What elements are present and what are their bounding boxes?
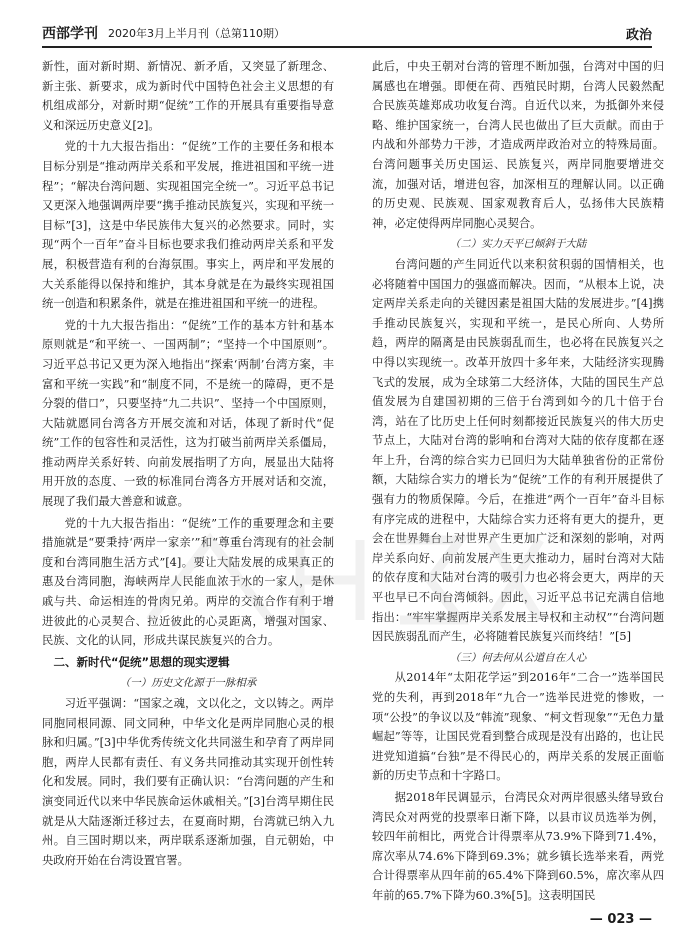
subsection-heading: （二）实力天平已倾斜于大陆 xyxy=(449,238,587,251)
page-number: — 023 — xyxy=(589,912,652,927)
page-header xyxy=(42,20,652,48)
paragraph: 党的十九大报告指出：“促统”工作的主要任务和根本目标分别是“推动两岸关系和平发展，推进祖国和平统一进程”；“解决台湾问题、实现祖国完全统一”。习近平总书记又更深入地强调两岸要“携手推动民族复兴，实现和平统一目标”[3]，这是中华民族伟大复兴的必然要求。同时，实现“两个一百年”奋斗目标也要求我们推动两岸关系和平发展，积极营造有利的台海氛围。事实上，两岸和平发展的大关系能得以保持和维护，其本身就是在为最终实现祖国统一创造和积累条件，就是在推进祖国和平统一的进程。 xyxy=(42,140,334,311)
subsection-heading: （三）何去何从公道自在人心 xyxy=(449,651,587,664)
paragraph: 习近平强调：“国家之魂，文以化之，文以铸之。两岸同胞同根同源、同文同种，中华文化是两岸同胞心灵的根脉和归属。”[3]中华优秀传统文化共同滋生和孕育了两岸同胞，两岸人民都有责任、有义务共同推动其实现开创性转化和发展。同时，我们要有正确认识：“台湾问题的产生和演变同近代以来中华民族命运休戚相关。”[3]台湾早期住民就是从大陆逐渐迁移过去，在夏商时期，台湾就已纳入九州。自三国时期以来，两岸联系逐渐加强，自元朝始，中央政府开始在台湾设置官署。 xyxy=(42,697,334,867)
section-heading: 二、新时代“促统”思想的现实逻辑 xyxy=(53,654,230,669)
section-label: 政治 xyxy=(625,28,652,43)
paragraph: 党的十九大报告指出：“促统”工作的基本方针和基本原则就是“和平统一、一国两制”；“坚持一个中国原则”。习近平总书记又更为深入地指出“探索‘两制’台湾方案，丰富和平统一实践”和“制度不同，不是统一的障碍，更不是分裂的借口”，只要坚持“九二共识”、坚持一个中国原则，大陆就愿同台湾各方开展交流和对话，体现了新时代“促统”工作的包容性和灵活性，这为打破当前两岸关系僵局，推动两岸关系好转、向前发展指明了方向，展显出大陆将用开放的态度、一致的标准同台湾各方开展对话和交流，展现了我们最大善意和诚意。 xyxy=(42,318,334,509)
paragraph: 台湾问题的产生同近代以来积贫积弱的国情相关，也必将随着中国国力的强盛而解决。因而，“从根本上说，决定两岸关系走向的关键因素是祖国大陆的发展进步。”[4]携手推动民族复兴，实现和平统一，是民心所向、人势所趋，两岸的隔离是由民族弱乱而生，也必将在民族复兴之中得以实现统一。改革开放四十多年来，大陆经济实现腾飞式的发展，成为全球第二大经济体，大陆的国民生产总值发展为自建国初期的三倍于台湾到如今的几十倍于台湾，站在了比历史上任何时刻都接近民族复兴的伟大历史节点上，大陆对台湾的影响和台湾对大陆的依存度都在逐年上升，台湾的综合实力已回归为大陆单独省份的正常份额，大陆综合实力的增长为“促统”工作的有利开展提供了强有力的物质保障。今后，在推进“两个一百年”奋斗目标有序完成的进程中，大陆综合实力还将有更大的提升，更会在世界舞台上对世界产生更加广泛和深刻的影响，对两岸关系向好、向前发展产生更大推动力，届时台湾对大陆的依存度和大陆对台湾的吸引力也必将会更大，两岸的天平也早已不向台湾倾斜。因此，习近平总书记充满自信地指出：“牢牢掌握两岸关系发展主导权和主动权”“台湾问题因民族弱乱而产生，必将随着民族复兴而终结！”[5] xyxy=(372,257,664,644)
subsection-heading: （一）历史文化源于一脉相承 xyxy=(119,677,257,690)
paragraph: 此后，中央王朝对台湾的管理不断加强，台湾对中国的归属感也在增强。即便在荷、西殖民时期，台湾人民毅然配合民族英雄郑成功收复台湾。自近代以来，为抵御外来侵略、维护国家统一，台湾人民也做出了巨大贡献。而由于内战和外部势力干涉，才造成两岸政治对立的特殊局面。台湾问题事关历史国运、民族复兴，两岸同胞要增进交流，加强对话，增进包容，加深相互的理解认同。以正确的历史观、民族观、国家观教育后人，弘扬伟大民族精神，必定使得两岸同胞心灵契合。 xyxy=(372,60,664,230)
right-column xyxy=(372,57,664,907)
paragraph: 新性，面对新时期、新情况、新矛盾，又突显了新理念、新主张、新要求，成为新时代中国特色社会主义思想的有机组成部分，对新时期“促统”工作的开展具有重要指导意义和深远历史意义[2]。 xyxy=(42,60,334,132)
journal-name: 西部学刊 xyxy=(42,26,98,42)
paragraph: 党的十九大报告指出：“促统”工作的重要理念和主要措施就是“要秉持‘两岸一家亲’”和“尊重台湾现有的社会制度和台湾同胞生活方式”[4]。要让大陆发展的成果真正的惠及台湾同胞，海峡两岸人民能血浓于水的一家人，是休戚与共、命运相连的骨肉兄弟。两岸的交流合作有利于增进彼此的心灵契合、拉近彼此的心灵距离，增强对国家、民族、文化的认同，形成共谋民族复兴的合力。 xyxy=(42,516,334,648)
paragraph: 从2014年“太阳花学运”到2016年“二合一”选举国民党的失利，再到2018年“九合一”选举民进党的惨败，一项“公投”的争议以及“韩流”现象、“柯文哲现象”“无色力量崛起”等等，让国民党看到整合成现是没有出路的，也让民进党知道搞“台独”是不得民心的，两岸关系的发展正面临新的历史节点和十字路口。 xyxy=(372,671,664,783)
paragraph: 据2018年民调显示，台湾民众对两岸很感头绪导致台湾民众对两党的投票率日渐下降，以县市议员选举为例，较四年前相比，两党合计得票率从73.9%下降到71.4%，席次率从74.6%下降到69.3%；就乡镇长选举来看，两党合计得票率从四年前的65.4%下降到60.5%，席次率从四年前的65.7%下降为60.3%[5]。这表明国民 xyxy=(372,790,664,902)
issue-info: 2020年3月上半月刊（总第110期） xyxy=(108,27,285,40)
left-column xyxy=(42,57,334,907)
